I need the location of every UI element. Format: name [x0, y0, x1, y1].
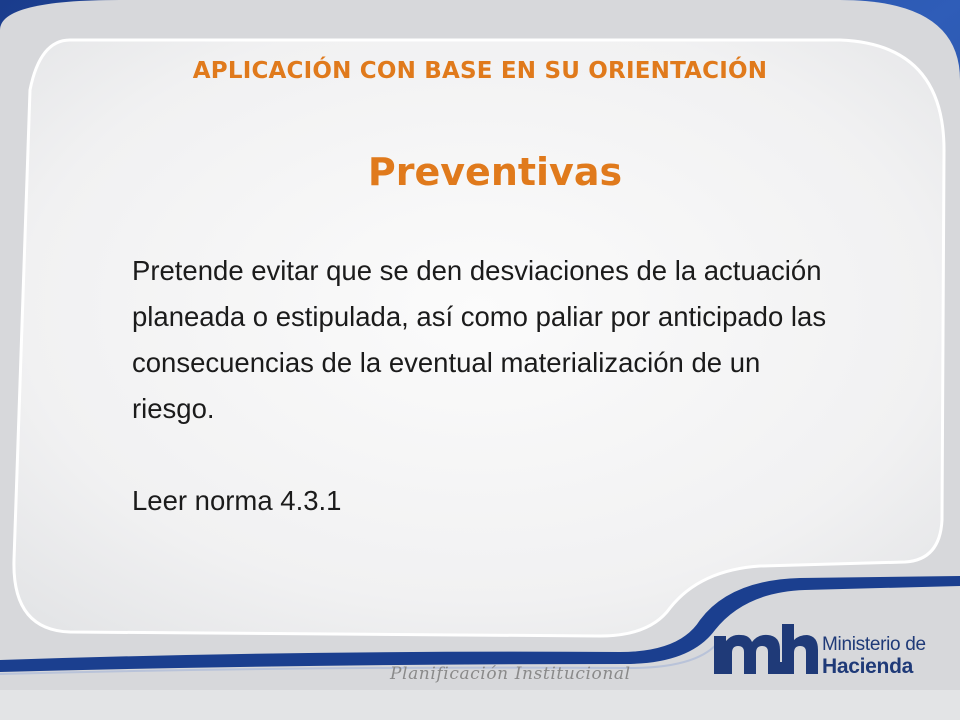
- norm-reference: Leer norma 4.3.1: [132, 485, 342, 516]
- logo-line-1: Ministerio de: [822, 634, 926, 655]
- slide-subtitle: Preventivas: [367, 150, 623, 194]
- footer-caption: Planificación Institucional: [390, 664, 631, 684]
- paragraph-line: planeada o estipulada, así como paliar por anticipado las: [132, 301, 827, 332]
- logo-wordmark: [822, 634, 926, 678]
- ministerio-hacienda-logo: [712, 622, 932, 684]
- slide-heading: APLICACIÓN CON BASE EN SU ORIENTACIÓN: [192, 58, 768, 84]
- logo-line-2: Hacienda: [822, 655, 913, 678]
- mh-logo-mark: [712, 622, 820, 684]
- paragraph-line: riesgo.: [132, 393, 215, 424]
- footer-band: [0, 690, 960, 720]
- paragraph-gap: [132, 432, 922, 478]
- slide-body: [132, 248, 922, 524]
- paragraph-line: Pretende evitar que se den desviaciones de la actuación: [132, 255, 822, 286]
- paragraph-line: consecuencias de la eventual materialización de un: [132, 347, 761, 378]
